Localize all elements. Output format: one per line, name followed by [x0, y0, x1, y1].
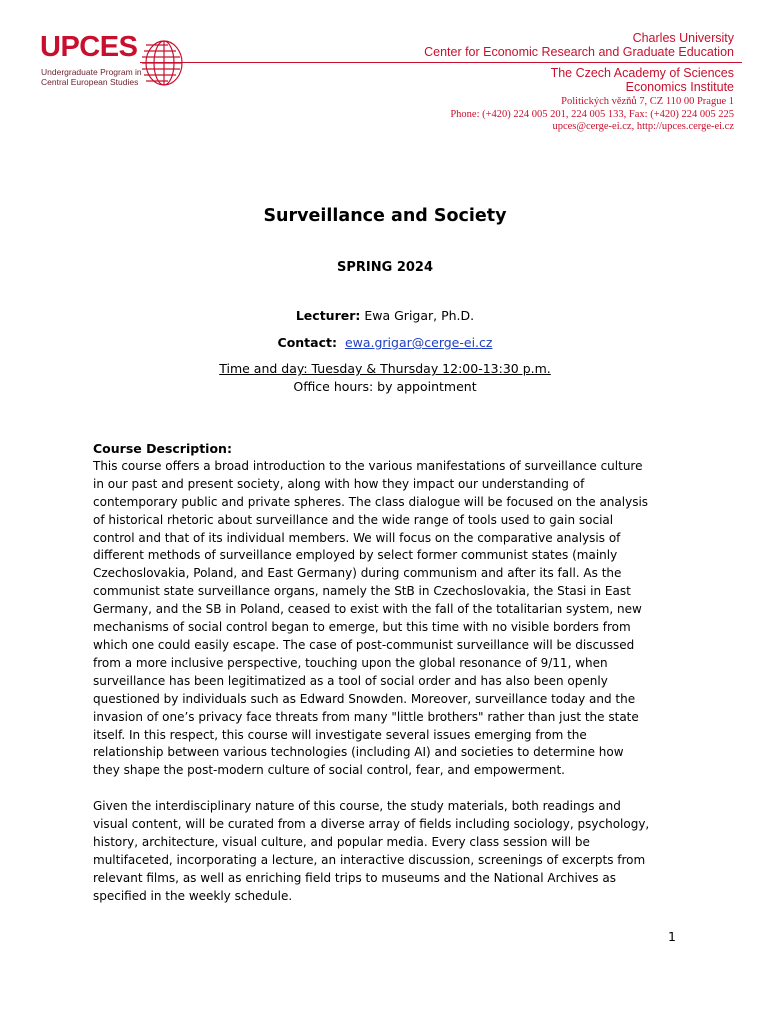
text-line: different methods of surveillance employed by select former communist states (mainly	[93, 548, 618, 563]
text-line: Germany, and the SB in Poland, ceased to exist with the fall of the totalitarian system, new	[93, 602, 642, 617]
text-line: of historical rhetoric about surveillance and the wide range of tools used to gain social	[93, 512, 614, 527]
text-line: control and that of its individual members. We will focus on the comparative analysis of	[93, 530, 621, 545]
text-line: history, architecture, visual culture, and popular media. Every class session will be	[93, 835, 590, 850]
text-line: which one could easily escape. The case of post-communist surveillance will be discussed	[93, 637, 635, 652]
section-heading: Course Description:	[93, 441, 232, 456]
contact-line	[0, 335, 770, 350]
contact-address	[450, 96, 734, 134]
institution-subname: Center for Economic Research and Graduate Education	[424, 45, 734, 59]
phone-fax: Phone: (+420) 224 005 201, 224 005 133, Fax: (+420) 224 005 225	[450, 108, 734, 120]
text-line: This course offers a broad introduction to the various manifestations of surveillance culture	[93, 458, 643, 473]
text-line: questioned by individuals such as Edward Snowden. Moreover, surveillance today and the	[93, 691, 636, 706]
text-line: visual content, will be curated from a diverse array of fields including sociology, psychology,	[93, 817, 650, 832]
office-hours: Office hours: by appointment	[293, 379, 477, 394]
header-divider	[140, 62, 742, 63]
text-line: multifaceted, incorporating a lecture, an interactive discussion, screenings of excerpts from	[93, 852, 646, 867]
logo-subtitle-line: Central European Studies	[41, 77, 139, 87]
email-web: upces@cerge-ei.cz, http://upces.cerge-ei.cz	[552, 121, 734, 132]
page-number: 1	[668, 929, 676, 944]
lecturer-name: Ewa Grigar, Ph.D.	[360, 308, 475, 323]
text-line: from a more inclusive perspective, touching upon the global resonance of 9/11, when	[93, 655, 608, 670]
text-line: itself. In this respect, this course will investigate several issues emerging from the	[93, 727, 587, 742]
logo-subtitle-line: Undergraduate Program in	[41, 67, 142, 77]
lecturer-line	[0, 308, 770, 323]
letterhead	[0, 0, 770, 145]
text-line: surveillance has been legitimatized as a tool of social order and has also been openly	[93, 673, 608, 688]
contact-email-link[interactable]: ewa.grigar@cerge-ei.cz	[344, 335, 493, 350]
logo-wordmark: UPCES	[40, 31, 138, 63]
text-line: they shape the post-modern culture of social control, fear, and empowerment.	[93, 763, 565, 778]
text-line: invasion of one’s privacy face threats from many "little brothers" rather than just the state	[93, 709, 639, 724]
institution-charles	[424, 31, 734, 59]
text-line: relationship between various technologies (including AI) and societies to determine how	[93, 745, 624, 760]
text-line: relevant films, as well as enriching field trips to museums and the National Archives as	[93, 870, 616, 885]
institution-name: Charles University	[632, 31, 734, 45]
contact-label: Contact:	[277, 335, 337, 350]
text-line: contemporary public and private spheres. The class dialogue will be focused on the analysis	[93, 494, 649, 509]
street-address: Politických vězňů 7, CZ 110 00 Prague 1	[561, 96, 734, 107]
time-and-day: Time and day: Tuesday & Thursday 12:00-13:30 p.m.	[219, 361, 551, 376]
text-line: Czechoslovakia, Poland, and East Germany) during communism and after its fall. As the	[93, 566, 622, 581]
text-line: specified in the weekly schedule.	[93, 888, 293, 903]
description-paragraph-1	[93, 458, 683, 780]
semester: SPRING 2024	[337, 260, 433, 275]
institution-subname: Economics Institute	[625, 80, 734, 94]
text-line: communist state surveillance organs, namely the StB in Czechoslovakia, the Stasi in East	[93, 584, 631, 599]
course-description	[93, 440, 683, 906]
text-line: Given the interdisciplinary nature of this course, the study materials, both readings and	[93, 799, 621, 814]
text-line: mechanisms of social control began to emerge, but this time with no visible borders from	[93, 620, 631, 635]
course-title: Surveillance and Society	[263, 206, 507, 226]
logo-subtitle	[41, 67, 161, 87]
description-paragraph-2	[93, 798, 683, 905]
institution-academy	[551, 66, 734, 94]
lecturer-label: Lecturer:	[295, 308, 361, 323]
institution-name: The Czech Academy of Sciences	[550, 66, 734, 80]
text-line: in our past and present society, along with how they impact our understanding of	[93, 476, 585, 491]
